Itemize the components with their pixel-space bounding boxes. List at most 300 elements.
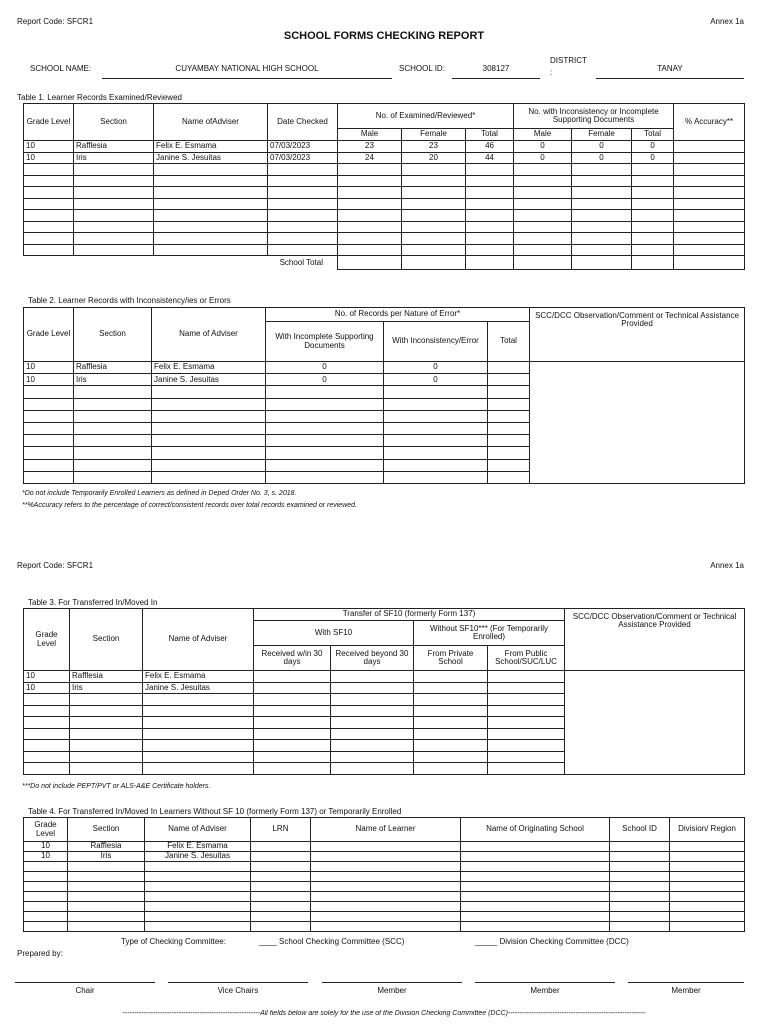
table-cell[interactable] [514,221,572,233]
table-cell[interactable] [384,422,488,434]
table-cell[interactable] [74,164,154,176]
table-cell[interactable] [68,872,145,882]
table-cell[interactable]: 23 [338,141,402,153]
table-cell[interactable] [414,763,488,775]
table-cell[interactable] [68,862,145,872]
table-cell[interactable] [74,410,152,422]
table-cell[interactable] [24,221,74,233]
table-cell[interactable] [311,872,461,882]
table-cell[interactable] [338,187,402,199]
table-cell[interactable] [331,671,414,683]
table-cell[interactable] [610,862,670,872]
table-cell[interactable] [251,862,311,872]
table-cell[interactable] [254,728,331,740]
table-cell[interactable] [384,410,488,422]
table-cell[interactable] [610,872,670,882]
school-total-cell[interactable] [632,256,674,270]
table-cell[interactable] [152,435,266,447]
committee-dcc-option[interactable]: _____ Division Checking Committee (DCC) [475,937,629,946]
table-cell[interactable] [145,922,251,932]
table-cell[interactable]: 0 [266,362,384,374]
table-cell[interactable] [143,728,254,740]
table-cell[interactable] [24,705,70,717]
table-cell[interactable] [68,892,145,902]
table-cell[interactable] [251,882,311,892]
table-cell[interactable] [24,386,74,398]
table-cell[interactable] [514,164,572,176]
table-cell[interactable] [152,459,266,471]
table-cell[interactable] [74,175,154,187]
table-cell[interactable] [74,198,154,210]
table-cell[interactable]: 10 [24,842,68,852]
table-cell[interactable]: 10 [24,141,74,153]
table-cell[interactable] [466,198,514,210]
table-cell[interactable] [311,892,461,902]
table-cell[interactable] [338,210,402,222]
table-cell[interactable] [74,386,152,398]
table-cell[interactable] [154,187,268,199]
table-cell[interactable] [331,717,414,729]
table-cell[interactable] [384,447,488,459]
table-cell[interactable] [154,198,268,210]
table-cell[interactable] [154,244,268,256]
table-cell[interactable] [674,198,745,210]
table-cell[interactable] [670,912,745,922]
table-cell[interactable] [68,912,145,922]
table-cell[interactable] [610,902,670,912]
table-cell[interactable] [414,694,488,706]
table-cell[interactable] [311,842,461,852]
school-total-cell[interactable] [674,256,745,270]
table-cell[interactable] [268,221,338,233]
table-cell[interactable]: 10 [24,852,68,862]
table-cell[interactable] [254,671,331,683]
table-cell[interactable] [384,471,488,483]
table-cell[interactable] [461,852,610,862]
table-cell[interactable] [331,694,414,706]
table-cell[interactable]: Iris [74,152,154,164]
table-cell[interactable] [331,740,414,752]
table-cell[interactable] [488,471,530,483]
table-cell[interactable] [674,175,745,187]
table-cell[interactable] [254,694,331,706]
table-cell[interactable] [461,842,610,852]
table-cell[interactable] [488,410,530,422]
table-cell[interactable] [384,459,488,471]
table-cell[interactable] [402,233,466,245]
table-cell[interactable]: Iris [70,682,143,694]
table-cell[interactable] [414,740,488,752]
table-cell[interactable] [24,175,74,187]
table-cell[interactable] [251,852,311,862]
table-cell[interactable] [674,210,745,222]
table-cell[interactable] [466,175,514,187]
observation-cell[interactable] [530,362,745,484]
table-cell[interactable] [338,198,402,210]
table-cell[interactable] [266,447,384,459]
committee-scc-option[interactable]: ____ School Checking Committee (SCC) [259,937,405,946]
table-cell[interactable]: Felix E. Esmama [143,671,254,683]
table-cell[interactable] [68,902,145,912]
table-cell[interactable] [632,221,674,233]
table-cell[interactable] [674,233,745,245]
table-cell[interactable]: 20 [402,152,466,164]
table-cell[interactable] [74,471,152,483]
table-cell[interactable] [254,717,331,729]
table-cell[interactable] [488,682,565,694]
table-cell[interactable] [466,233,514,245]
table-cell[interactable]: 10 [24,374,74,386]
table-cell[interactable]: 24 [338,152,402,164]
table-cell[interactable] [24,694,70,706]
table-cell[interactable] [70,751,143,763]
table-cell[interactable]: 0 [384,374,488,386]
table-cell[interactable] [338,244,402,256]
table-cell[interactable] [461,922,610,932]
table-cell[interactable] [266,386,384,398]
table-cell[interactable]: Janine S. Jesuitas [152,374,266,386]
table-cell[interactable] [268,233,338,245]
school-id-value[interactable]: 308127 [482,64,510,73]
table-cell[interactable] [331,682,414,694]
table-cell[interactable] [268,198,338,210]
table-cell[interactable] [24,447,74,459]
table-cell[interactable] [610,912,670,922]
table-cell[interactable] [670,872,745,882]
table-cell[interactable] [488,705,565,717]
table-cell[interactable] [488,386,530,398]
table-cell[interactable] [572,210,632,222]
table-cell[interactable] [402,164,466,176]
table-cell[interactable] [674,244,745,256]
table-cell[interactable] [414,751,488,763]
table-cell[interactable] [70,740,143,752]
table-cell[interactable] [143,763,254,775]
school-total-cell[interactable] [338,256,402,270]
table-cell[interactable] [24,740,70,752]
table-cell[interactable] [74,459,152,471]
table-cell[interactable] [74,398,152,410]
table-cell[interactable]: 10 [24,362,74,374]
table-cell[interactable] [331,728,414,740]
table-cell[interactable] [74,187,154,199]
table-cell[interactable] [670,902,745,912]
table-cell[interactable] [670,862,745,872]
table-cell[interactable]: 0 [572,141,632,153]
table-cell[interactable] [466,210,514,222]
school-total-cell[interactable] [514,256,572,270]
table-cell[interactable] [266,471,384,483]
table-cell[interactable]: 07/03/2023 [268,152,338,164]
table-cell[interactable] [572,164,632,176]
table-cell[interactable] [384,386,488,398]
table-cell[interactable] [24,422,74,434]
table-cell[interactable] [488,435,530,447]
table-cell[interactable] [466,244,514,256]
table-cell[interactable] [466,221,514,233]
table-cell[interactable] [251,892,311,902]
table-cell[interactable] [143,705,254,717]
table-cell[interactable] [632,233,674,245]
table-cell[interactable]: Felix E. Esmama [154,141,268,153]
table-cell[interactable] [402,187,466,199]
table-cell[interactable] [266,459,384,471]
table-cell[interactable] [514,175,572,187]
table-cell[interactable] [572,175,632,187]
table-cell[interactable] [610,842,670,852]
table-cell[interactable] [670,852,745,862]
table-cell[interactable] [674,152,745,164]
table-cell[interactable] [145,912,251,922]
table-cell[interactable]: Janine S. Jesuitas [145,852,251,862]
table-cell[interactable] [68,922,145,932]
table-cell[interactable] [632,198,674,210]
signature-line-chair[interactable] [15,982,155,983]
table-cell[interactable] [632,244,674,256]
table-cell[interactable] [251,902,311,912]
table-cell[interactable]: Iris [68,852,145,862]
table-cell[interactable] [24,751,70,763]
table-cell[interactable] [266,422,384,434]
table-cell[interactable] [402,221,466,233]
table-cell[interactable]: Janine S. Jesuitas [143,682,254,694]
table-cell[interactable]: 0 [266,374,384,386]
table-cell[interactable] [338,164,402,176]
table-cell[interactable] [254,682,331,694]
table-cell[interactable] [74,244,154,256]
table-cell[interactable] [488,740,565,752]
table-cell[interactable] [24,198,74,210]
table-cell[interactable] [145,892,251,902]
table-cell[interactable] [24,210,74,222]
table-cell[interactable] [24,398,74,410]
table-cell[interactable]: Felix E. Esmama [145,842,251,852]
table-cell[interactable] [154,233,268,245]
table-cell[interactable] [414,682,488,694]
table-cell[interactable] [572,187,632,199]
table-cell[interactable] [402,175,466,187]
table-cell[interactable] [466,187,514,199]
table-cell[interactable] [24,410,74,422]
table-cell[interactable] [514,233,572,245]
table-cell[interactable] [24,717,70,729]
table-cell[interactable] [610,852,670,862]
table-cell[interactable] [24,471,74,483]
table-cell[interactable] [414,717,488,729]
table-cell[interactable] [384,398,488,410]
table-cell[interactable]: Rafflesia [74,362,152,374]
table-cell[interactable] [143,717,254,729]
table-cell[interactable] [488,362,530,374]
table-cell[interactable] [338,233,402,245]
table-cell[interactable] [514,198,572,210]
table-cell[interactable] [632,210,674,222]
table-cell[interactable]: 0 [514,152,572,164]
table-cell[interactable]: 23 [402,141,466,153]
table-cell[interactable] [338,221,402,233]
table-cell[interactable] [24,872,68,882]
table-cell[interactable] [251,842,311,852]
table-cell[interactable] [145,862,251,872]
table-cell[interactable] [143,694,254,706]
table-cell[interactable] [674,187,745,199]
table-cell[interactable] [152,410,266,422]
table-cell[interactable] [74,210,154,222]
school-total-cell[interactable] [466,256,514,270]
table-cell[interactable] [311,902,461,912]
table-cell[interactable] [24,763,70,775]
table-cell[interactable] [145,882,251,892]
table-cell[interactable] [670,842,745,852]
table-cell[interactable] [311,922,461,932]
table-cell[interactable] [266,435,384,447]
table-cell[interactable] [488,447,530,459]
table-cell[interactable] [331,763,414,775]
table-cell[interactable] [154,164,268,176]
table-cell[interactable] [254,751,331,763]
table-cell[interactable] [311,852,461,862]
table-cell[interactable] [266,398,384,410]
table-cell[interactable]: 0 [514,141,572,153]
table-cell[interactable] [24,912,68,922]
table-cell[interactable] [488,459,530,471]
table-cell[interactable] [311,912,461,922]
table-cell[interactable] [74,435,152,447]
table-cell[interactable] [674,141,745,153]
table-cell[interactable] [488,398,530,410]
school-total-cell[interactable] [572,256,632,270]
table-cell[interactable] [70,763,143,775]
table-cell[interactable] [268,175,338,187]
table-cell[interactable] [143,740,254,752]
table-cell[interactable] [488,763,565,775]
table-cell[interactable] [268,244,338,256]
school-name-value[interactable]: CUYAMBAY NATIONAL HIGH SCHOOL [175,64,319,73]
table-cell[interactable] [70,705,143,717]
table-cell[interactable] [24,892,68,902]
table-cell[interactable] [70,717,143,729]
table-cell[interactable] [402,210,466,222]
table-cell[interactable] [461,902,610,912]
table-cell[interactable]: Janine S. Jesuitas [154,152,268,164]
table-cell[interactable] [268,210,338,222]
table-cell[interactable] [670,922,745,932]
table-cell[interactable] [632,164,674,176]
table-cell[interactable] [461,912,610,922]
table-cell[interactable]: 10 [24,152,74,164]
table-cell[interactable] [68,882,145,892]
table-cell[interactable] [331,751,414,763]
table-cell[interactable]: 0 [632,152,674,164]
table-cell[interactable] [572,221,632,233]
table-cell[interactable] [70,694,143,706]
table-cell[interactable] [74,221,154,233]
table-cell[interactable]: Iris [74,374,152,386]
table-cell[interactable] [632,187,674,199]
table-cell[interactable] [610,922,670,932]
table-cell[interactable]: 0 [384,362,488,374]
table-cell[interactable] [414,728,488,740]
observation-cell[interactable] [565,671,745,775]
table-cell[interactable] [154,175,268,187]
table-cell[interactable] [152,447,266,459]
table-cell[interactable] [266,410,384,422]
table-cell[interactable] [670,882,745,892]
table-cell[interactable] [268,164,338,176]
table-cell[interactable] [24,164,74,176]
table-cell[interactable] [331,705,414,717]
table-cell[interactable] [674,221,745,233]
table-cell[interactable] [632,175,674,187]
table-cell[interactable]: 46 [466,141,514,153]
table-cell[interactable]: Rafflesia [74,141,154,153]
signature-line-vice-chairs[interactable] [168,982,308,983]
table-cell[interactable] [670,892,745,902]
table-cell[interactable] [572,198,632,210]
signature-line-member-1[interactable] [322,982,462,983]
table-cell[interactable] [338,175,402,187]
table-cell[interactable] [572,244,632,256]
table-cell[interactable] [24,882,68,892]
table-cell[interactable] [145,872,251,882]
table-cell[interactable] [384,435,488,447]
table-cell[interactable] [488,422,530,434]
table-cell[interactable] [488,374,530,386]
table-cell[interactable] [402,244,466,256]
table-cell[interactable] [152,422,266,434]
table-cell[interactable] [414,671,488,683]
table-cell[interactable] [152,386,266,398]
table-cell[interactable] [461,862,610,872]
table-cell[interactable] [74,422,152,434]
table-cell[interactable] [488,717,565,729]
table-cell[interactable] [268,187,338,199]
table-cell[interactable] [254,740,331,752]
table-cell[interactable] [152,471,266,483]
table-cell[interactable] [145,902,251,912]
table-cell[interactable] [24,902,68,912]
signature-line-member-2[interactable] [475,982,615,983]
table-cell[interactable] [461,872,610,882]
school-total-cell[interactable] [402,256,466,270]
table-cell[interactable] [514,187,572,199]
table-cell[interactable] [610,892,670,902]
table-cell[interactable] [251,872,311,882]
table-cell[interactable] [414,705,488,717]
table-cell[interactable] [572,233,632,245]
table-cell[interactable] [674,164,745,176]
table-cell[interactable]: Rafflesia [68,842,145,852]
table-cell[interactable] [74,447,152,459]
table-cell[interactable] [514,210,572,222]
table-cell[interactable] [143,751,254,763]
table-cell[interactable]: Felix E. Esmama [152,362,266,374]
table-cell[interactable] [24,233,74,245]
table-cell[interactable] [514,244,572,256]
table-cell[interactable] [461,892,610,902]
table-cell[interactable] [488,671,565,683]
table-cell[interactable] [74,233,154,245]
table-cell[interactable] [24,459,74,471]
table-cell[interactable] [254,763,331,775]
table-cell[interactable]: 0 [572,152,632,164]
table-cell[interactable] [70,728,143,740]
table-cell[interactable] [154,221,268,233]
table-cell[interactable] [461,882,610,892]
table-cell[interactable] [24,244,74,256]
table-cell[interactable] [24,435,74,447]
table-cell[interactable]: 07/03/2023 [268,141,338,153]
